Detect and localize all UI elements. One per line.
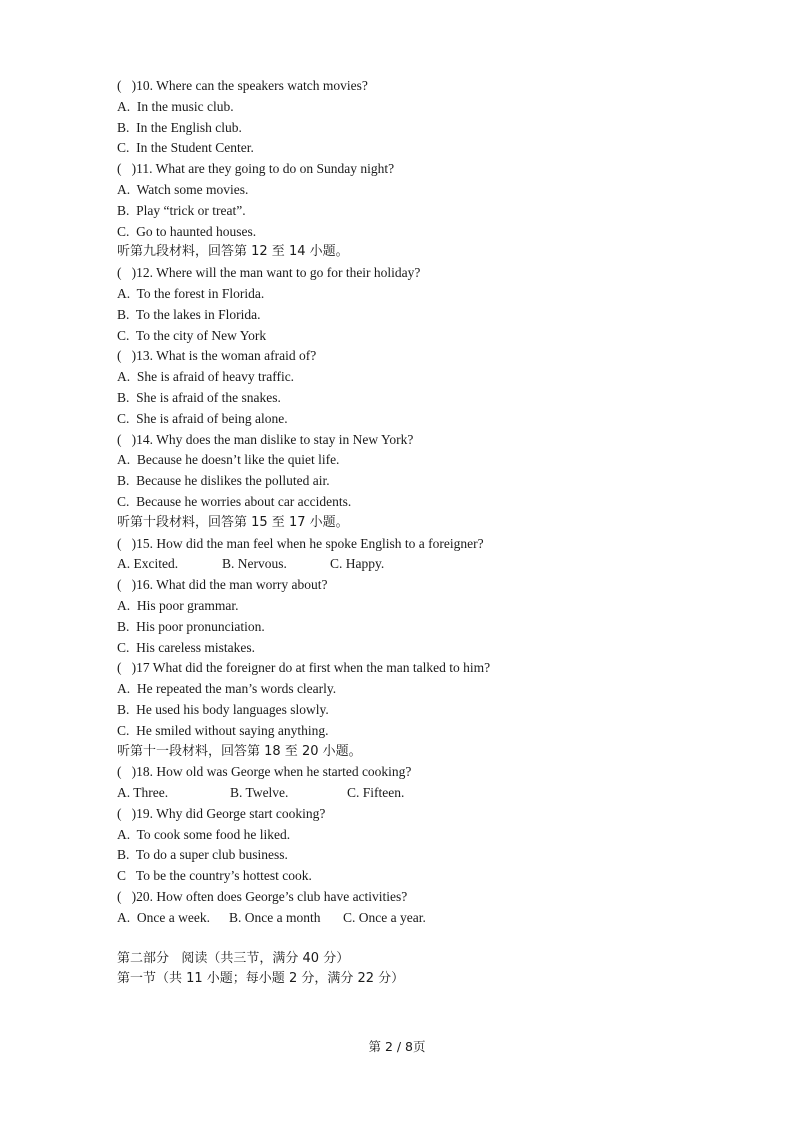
option-c: C To be the country’s hottest cook.	[117, 868, 312, 884]
option-a: A. Once a week.	[117, 909, 210, 925]
page-number: 第 2 / 8页	[368, 1039, 426, 1054]
question-20	[117, 887, 737, 929]
question-stem: ( )17 What did the foreigner do at first when the man talked to him?	[117, 660, 491, 676]
option-a: A. To cook some food he liked.	[117, 826, 291, 842]
option-b: B. His poor pronunciation.	[117, 618, 265, 634]
option-a: A. In the music club.	[117, 98, 234, 114]
question-17	[117, 658, 737, 741]
question-stem: ( )20. How often does George’s club have activities?	[117, 889, 408, 905]
option-c: C. Once a year.	[343, 909, 426, 925]
question-stem: ( )18. How old was George when he started cooking?	[117, 764, 412, 780]
question-10	[117, 76, 737, 159]
option-c: C. To the city of New York	[117, 327, 267, 343]
question-15	[117, 534, 737, 576]
question-13	[117, 346, 737, 429]
option-b: B. Twelve.	[230, 785, 289, 801]
option-c: C. Because he worries about car accidents.	[117, 493, 352, 509]
option-a: A. His poor grammar.	[117, 597, 239, 613]
part-heading: 第二部分 阅读（共三节，满分 40 分）	[117, 950, 350, 966]
question-stem: ( )19. Why did George start cooking?	[117, 805, 326, 821]
option-a: A. Because he doesn’t like the quiet life.	[117, 452, 340, 468]
question-12	[117, 263, 737, 346]
question-19	[117, 804, 737, 887]
question-stem: ( )14. Why does the man dislike to stay in New York?	[117, 431, 414, 447]
section-instruction-9: 听第九段材料，回答第 12 至 14 小题。	[117, 244, 349, 260]
option-b: B. Once a month	[229, 909, 321, 925]
option-b: B. Because he dislikes the polluted air.	[117, 473, 330, 489]
option-b: B. She is afraid of the snakes.	[117, 389, 281, 405]
option-c: C. Go to haunted houses.	[117, 223, 257, 239]
options-row	[117, 554, 737, 575]
option-a: A. Three.	[117, 785, 169, 801]
option-a: A. Watch some movies.	[117, 181, 249, 197]
exam-page	[117, 76, 737, 990]
option-c: C. He smiled without saying anything.	[117, 722, 329, 738]
option-b: B. To do a super club business.	[117, 847, 288, 863]
option-a: A. Excited.	[117, 556, 179, 572]
question-16	[117, 575, 737, 658]
question-stem: ( )12. Where will the man want to go for their holiday?	[117, 265, 421, 281]
option-c: C. She is afraid of being alone.	[117, 410, 288, 426]
question-stem: ( )16. What did the man worry about?	[117, 577, 328, 593]
section-heading: 第一节（共 11 小题；每小题 2 分，满分 22 分）	[117, 971, 405, 987]
section-instruction-11: 听第十一段材料，回答第 18 至 20 小题。	[117, 743, 362, 759]
question-18	[117, 762, 737, 804]
option-b: B. He used his body languages slowly.	[117, 701, 329, 717]
question-stem: ( )13. What is the woman afraid of?	[117, 348, 317, 364]
option-c: C. In the Student Center.	[117, 140, 254, 156]
section-instruction-10: 听第十段材料，回答第 15 至 17 小题。	[117, 514, 349, 530]
option-a: A. She is afraid of heavy traffic.	[117, 369, 295, 385]
option-a: A. To the forest in Florida.	[117, 285, 265, 301]
options-row	[117, 908, 737, 929]
question-stem: ( )15. How did the man feel when he spoke English to a foreigner?	[117, 535, 484, 551]
option-c: C. Fifteen.	[347, 785, 405, 801]
option-c: C. His careless mistakes.	[117, 639, 255, 655]
option-b: B. Nervous.	[222, 556, 287, 572]
option-c: C. Happy.	[330, 556, 385, 572]
option-b: B. Play “trick or treat”.	[117, 202, 246, 218]
option-b: B. In the English club.	[117, 119, 242, 135]
question-stem: ( )10. Where can the speakers watch movies?	[117, 78, 368, 93]
options-row	[117, 783, 737, 804]
option-a: A. He repeated the man’s words clearly.	[117, 681, 337, 697]
option-b: B. To the lakes in Florida.	[117, 306, 261, 322]
question-stem: ( )11. What are they going to do on Sunday night?	[117, 161, 395, 177]
spacer	[117, 929, 737, 949]
question-14	[117, 430, 737, 513]
question-11	[117, 159, 737, 242]
